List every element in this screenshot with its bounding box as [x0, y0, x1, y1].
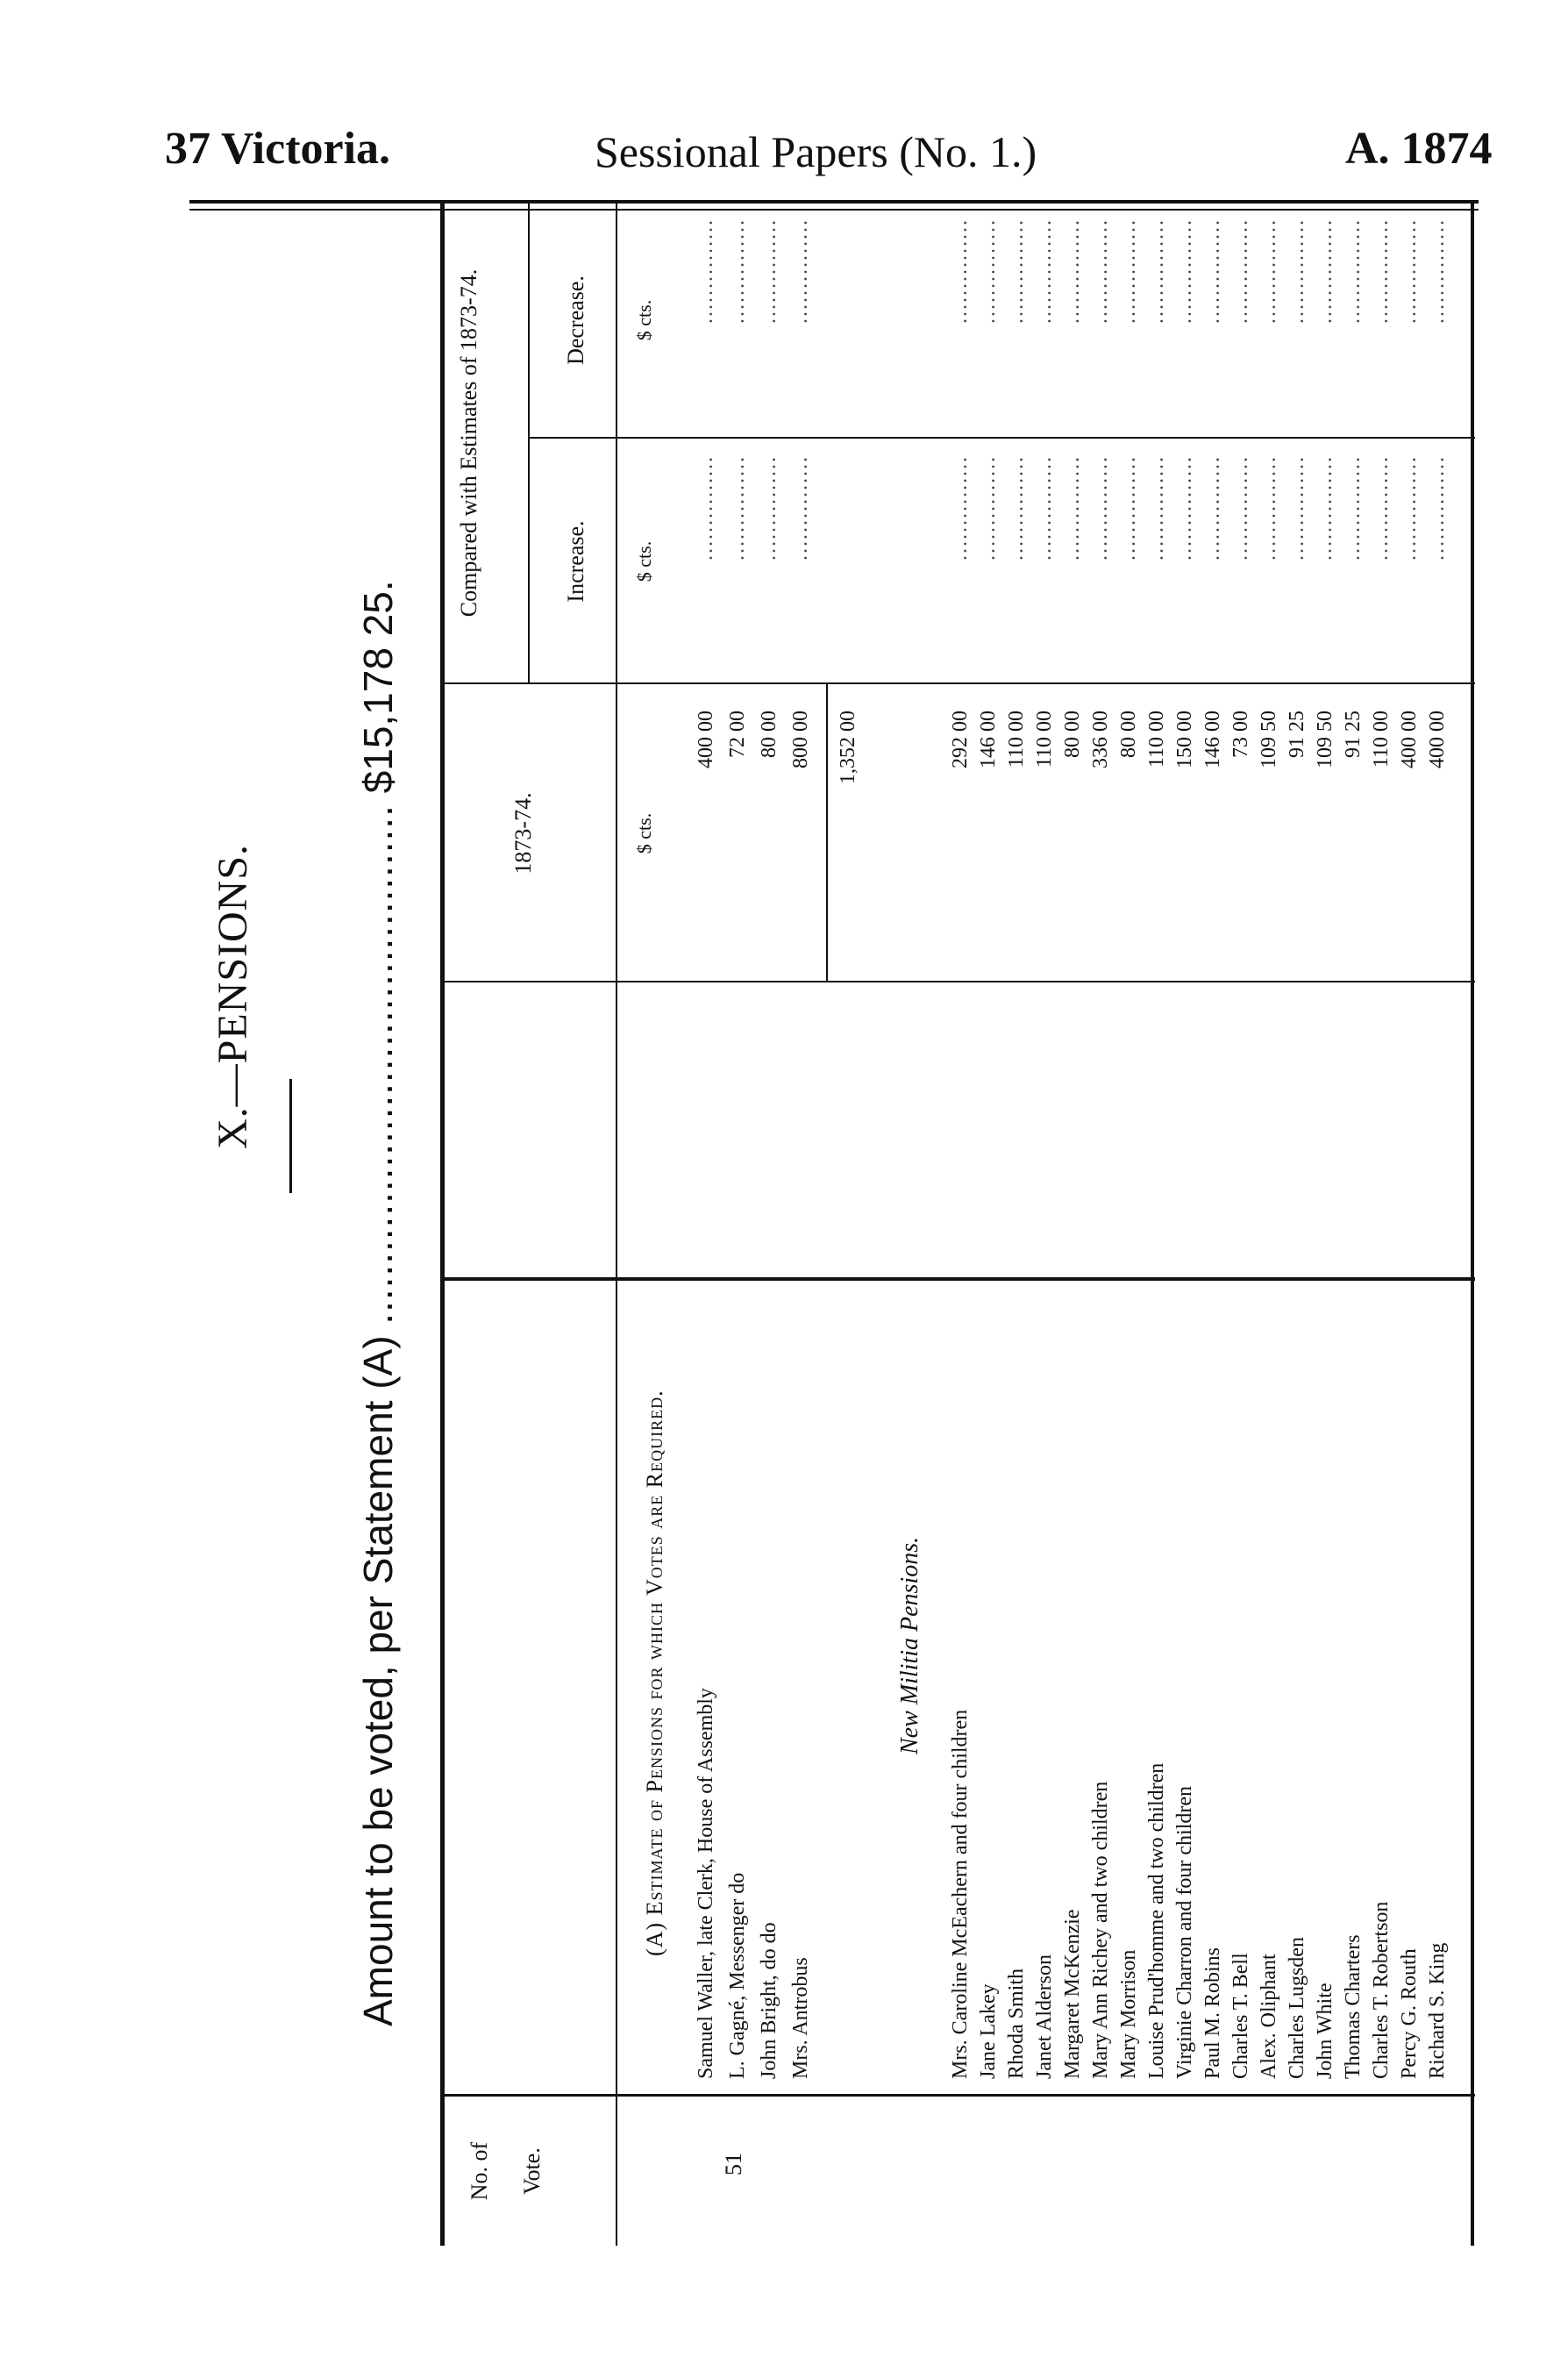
running-head — [0, 0, 1568, 228]
header-1873-74: 1873-74. — [510, 792, 536, 875]
decrease-leader: …………… — [977, 219, 1000, 325]
pensioner-name: Rhoda Smith — [1005, 1968, 1028, 2079]
prev-column-rule — [440, 981, 1475, 982]
pensioner-name: L. Gagné, Messenger do — [726, 1872, 749, 2079]
increase-leader: …………… — [977, 456, 1000, 561]
increase-leader: …………… — [695, 456, 717, 561]
decrease-leader: …………… — [1286, 219, 1308, 325]
amount-label: Amount to be voted, per Statement (A) — [355, 1335, 401, 2026]
increase-leader: …………… — [1229, 456, 1252, 561]
title-rule — [289, 1079, 292, 1193]
amount-1873-74: 336 00 — [1089, 711, 1112, 768]
unit-1873-74: $ cts. — [633, 812, 655, 854]
name-column-rule — [440, 1277, 1475, 1281]
amount-1873-74: 80 00 — [758, 711, 780, 758]
increase-leader: …………… — [758, 456, 780, 561]
amount-1873-74: 80 00 — [1061, 711, 1084, 758]
pensioner-name: Virginie Charron and four children — [1173, 1785, 1196, 2079]
increase-leader: …………… — [1314, 456, 1336, 561]
amount-1873-74: 91 25 — [1342, 711, 1365, 758]
increase-leader: …………… — [1258, 456, 1280, 561]
increase-leader: …………… — [1145, 456, 1168, 561]
decrease-leader: …………… — [1258, 219, 1280, 325]
decrease-leader: …………… — [1426, 219, 1449, 325]
increase-leader: …………… — [1089, 456, 1112, 561]
decrease-leader: …………… — [1145, 219, 1168, 325]
pensioner-name: Mary Ann Richey and two children — [1089, 1781, 1112, 2079]
decrease-leader: …………… — [1398, 219, 1421, 325]
amount-1873-74: 72 00 — [726, 711, 749, 758]
militia-heading: New Militia Pensions. — [896, 1536, 923, 1754]
increase-column-rule — [528, 437, 1475, 439]
pensioner-name: Mrs. Antrobus — [789, 1957, 812, 2079]
table-bottom-rule — [1471, 202, 1474, 2246]
section-title: X.—PENSIONS. — [210, 843, 256, 1149]
compared-header-rule — [528, 202, 530, 684]
pensioner-name: Richard S. King — [1426, 1942, 1449, 2079]
amount-1873-74: 80 00 — [1117, 711, 1140, 758]
amount-1873-74: 110 00 — [1033, 711, 1056, 768]
amount-1873-74: 800 00 — [789, 711, 812, 768]
decrease-leader: …………… — [1370, 219, 1393, 325]
amount-1873-74: 91 25 — [1286, 711, 1308, 758]
amount-1873-74: 146 00 — [1201, 711, 1224, 768]
increase-leader: …………… — [1117, 456, 1140, 561]
header-compared: Compared with Estimates of 1873-74. — [456, 268, 481, 618]
vote-column-rule — [440, 2094, 1475, 2097]
decrease-leader: …………… — [1229, 219, 1252, 325]
amount-1873-74: 73 00 — [1229, 711, 1252, 758]
rotated-page-body — [195, 202, 1475, 2246]
increase-leader: …………… — [1173, 456, 1196, 561]
pensioner-name: Charles T. Bell — [1229, 1953, 1252, 2079]
increase-leader: …………… — [726, 456, 749, 561]
pensioner-name: John Bright, do do — [758, 1922, 780, 2079]
amount-1873-74: 400 00 — [1426, 711, 1449, 768]
increase-leader: …………… — [1201, 456, 1224, 561]
pensioner-name: Charles Lugsden — [1286, 1937, 1308, 2079]
decrease-leader: …………… — [1089, 219, 1112, 325]
amount-1873-74: 109 50 — [1314, 711, 1336, 768]
pensioner-name: Mrs. Caroline McEachern and four children — [949, 1709, 972, 2079]
running-head-right: A. 1874 — [1345, 124, 1493, 174]
decrease-leader: …………… — [949, 219, 972, 325]
amount-1873-74: 150 00 — [1173, 711, 1196, 768]
decrease-leader: …………… — [1005, 219, 1028, 325]
pensions-table — [440, 202, 1475, 2246]
amount-line — [354, 580, 402, 2026]
header-bottom-rule — [616, 202, 617, 2246]
pensioner-name: Jane Lakey — [977, 1983, 1000, 2079]
unit-increase: $ cts. — [633, 540, 655, 582]
amount-leader: ........................................... — [355, 804, 401, 1325]
amount-1873-74: 400 00 — [695, 711, 717, 768]
increase-leader: …………… — [1370, 456, 1393, 561]
curr-column-rule — [440, 682, 1475, 684]
section-a-heading: (A) Estimate of Pensions for which Votes are Required. — [642, 1390, 667, 1956]
group-a-total-rule — [826, 684, 828, 982]
pensioner-name: Thomas Charters — [1342, 1934, 1365, 2079]
increase-leader: …………… — [1342, 456, 1365, 561]
increase-leader: …………… — [1033, 456, 1056, 561]
amount-1873-74: 400 00 — [1398, 711, 1421, 768]
increase-leader: …………… — [789, 456, 812, 561]
pensioner-name: Janet Alderson — [1033, 1954, 1056, 2079]
amount-1873-74: 292 00 — [949, 711, 972, 768]
increase-leader: …………… — [1426, 456, 1449, 561]
decrease-leader: …………… — [1033, 219, 1056, 325]
decrease-leader: …………… — [1314, 219, 1336, 325]
decrease-leader: …………… — [1173, 219, 1196, 325]
decrease-leader: …………… — [789, 219, 812, 325]
increase-leader: …………… — [1005, 456, 1028, 561]
increase-leader: …………… — [949, 456, 972, 561]
amount-1873-74: 110 00 — [1005, 711, 1028, 768]
amount-1873-74: 146 00 — [977, 711, 1000, 768]
pensioner-name: Samuel Waller, late Clerk, House of Assembly — [695, 1688, 717, 2079]
decrease-leader: …………… — [726, 219, 749, 325]
increase-leader: …………… — [1286, 456, 1308, 561]
decrease-leader: …………… — [758, 219, 780, 325]
amount-value: $15,178 25. — [355, 580, 401, 794]
pensioner-name: Louise Prud'homme and two children — [1145, 1762, 1168, 2079]
pensioner-name: Paul M. Robins — [1201, 1947, 1224, 2079]
pensioner-name: Margaret McKenzie — [1061, 1909, 1084, 2079]
decrease-leader: …………… — [695, 219, 717, 325]
pensioner-name: John White — [1314, 1983, 1336, 2079]
increase-leader: …………… — [1398, 456, 1421, 561]
amount-1873-74: 109 50 — [1258, 711, 1280, 768]
amount-1873-74: 110 00 — [1145, 711, 1168, 768]
header-increase: Increase. — [563, 520, 588, 603]
amount-1873-74: 110 00 — [1370, 711, 1393, 768]
pensioner-name: Charles T. Robertson — [1370, 1901, 1393, 2079]
running-head-left: 37 Victoria. — [165, 124, 391, 174]
header-vote-bottom: Vote. — [519, 2147, 545, 2195]
group-a-total-prev: 1,352 00 — [837, 711, 859, 784]
decrease-leader: …………… — [1061, 219, 1084, 325]
unit-decrease: $ cts. — [633, 299, 655, 341]
pensioner-name: Percy G. Routh — [1398, 1948, 1421, 2079]
increase-leader: …………… — [1061, 456, 1084, 561]
decrease-leader: …………… — [1342, 219, 1365, 325]
decrease-leader: …………… — [1201, 219, 1224, 325]
pensioner-name: Mary Morrison — [1117, 1949, 1140, 2079]
running-head-center: Sessional Papers (No. 1.) — [595, 127, 1037, 176]
pensioner-name: Alex. Oliphant — [1258, 1954, 1280, 2079]
header-decrease: Decrease. — [563, 275, 588, 365]
vote-number: 51 — [721, 2153, 746, 2176]
table-top-rule — [440, 202, 445, 2246]
header-vote-top: No. of — [467, 2141, 492, 2201]
decrease-leader: …………… — [1117, 219, 1140, 325]
